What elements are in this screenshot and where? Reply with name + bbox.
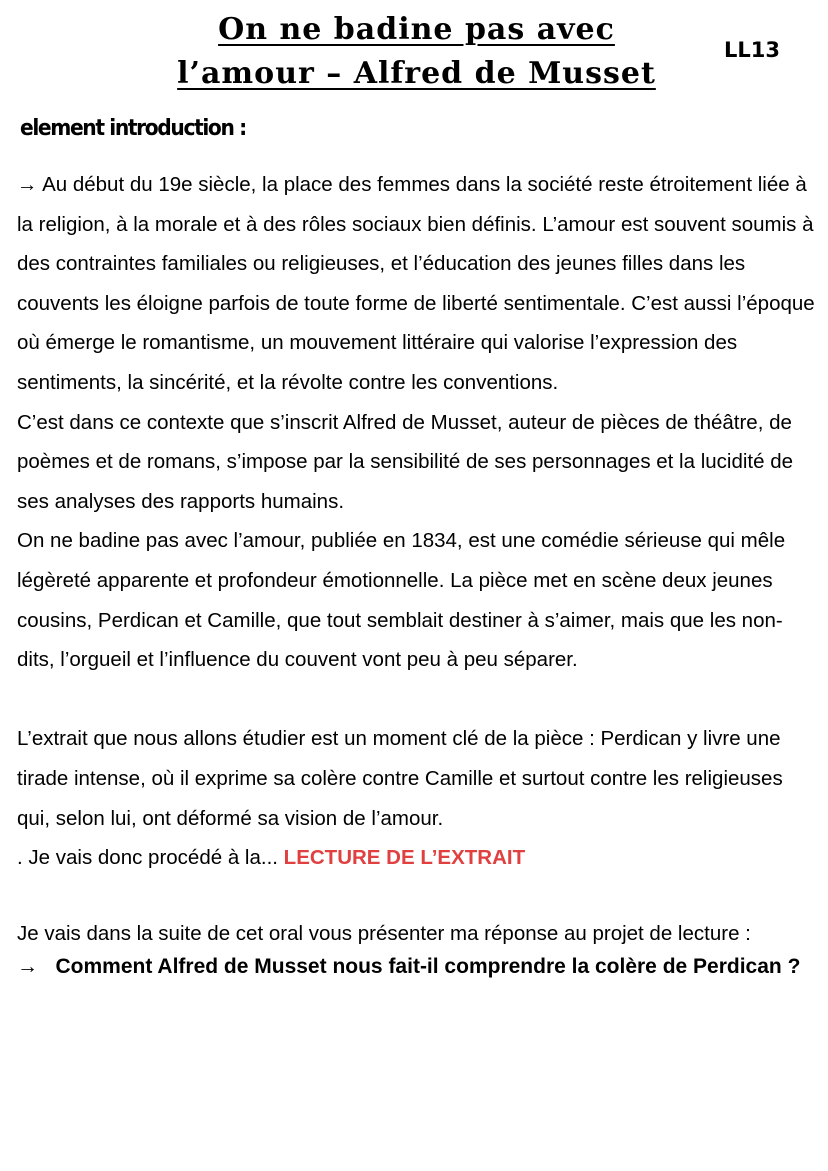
paragraph-context <box>17 165 817 403</box>
paragraph-context-text: Au début du 19e siècle, la place des femmes dans la société reste étroitement liée à la religion, à la morale et à des rôles sociaux bien définis. L’amour est souvent soumis à des contraintes familiales ou religieuses, et l’éducation des jeunes filles dans les couvents les éloigne parfois de toute forme de liberté sentimentale. C’est aussi l’époque où émerge le romantisme, un mouvement littéraire qui valorise l’expression des sentiments, la sincérité, et la révolte contre les conventions. <box>17 173 815 394</box>
paragraph-project: Je vais dans la suite de cet oral vous présenter ma réponse au projet de lecture : <box>17 922 751 946</box>
reading-question-text: Comment Alfred de Musset nous fait-il comprendre la colère de Perdican ? <box>55 955 801 979</box>
body-text <box>17 165 817 983</box>
reading-line <box>17 838 817 878</box>
reading-question <box>17 950 817 983</box>
arrow-icon: → <box>17 955 38 979</box>
document-code: LL13 <box>724 38 780 62</box>
title-line-2: l’amour – Alfred de Musset <box>177 56 656 91</box>
title-line-1: On ne badine pas avec <box>218 12 615 47</box>
paragraph-play: On ne badine pas avec l’amour, publiée en 1834, est une comédie sérieuse qui mêle légèreté apparente et profondeur émotionnelle. La pièce met en scène deux jeunes cousins, Perdican et Camille, que tout semblait destiner à s’aimer, mais que les non-dits, l’orgueil et l’influence du couvent vont peu à peu séparer. <box>17 529 786 672</box>
reading-prefix: . Je vais donc procédé à la... <box>17 846 278 870</box>
spacer <box>17 878 817 918</box>
page-title <box>120 8 713 96</box>
paragraph-extract: L’extrait que nous allons étudier est un moment clé de la pièce : Perdican y livre une tirade intense, où il exprime sa colère contre Camille et surtout contre les religieuses qui, selon lui, ont déformé sa vision de l’amour. <box>17 727 783 830</box>
paragraph-author: C’est dans ce contexte que s’inscrit Alfred de Musset, auteur de pièces de théâtre, de poèmes et de romans, s’impose par la sensibilité de ses personnages et la lucidité de ses analyses des rapports humains. <box>17 410 794 513</box>
arrow-icon: → <box>17 173 38 196</box>
spacer <box>17 680 817 720</box>
reading-highlight: LECTURE DE L’EXTRAIT <box>283 846 526 870</box>
section-heading: element introduction : <box>20 116 246 141</box>
